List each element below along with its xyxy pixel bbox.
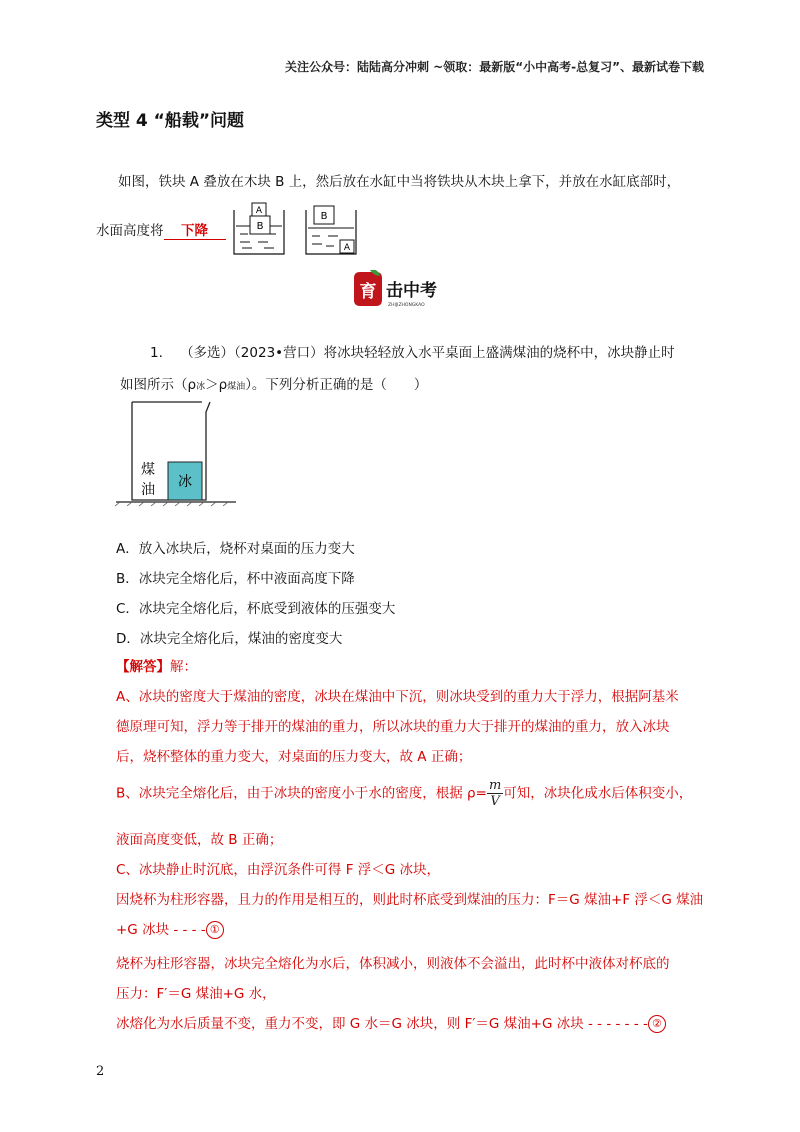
label-b-2: B — [320, 211, 328, 222]
liquid-label-2: 油 — [141, 482, 155, 498]
solution-c-3: +G 冰块 - - - - ① — [116, 918, 224, 939]
density-fraction: $\frac{m}{V}$ — [488, 778, 502, 809]
label-a-2: A — [343, 243, 351, 253]
solution-b-2: 液面高度变低，故 B 正确； — [116, 832, 283, 848]
intro-line-2 — [96, 219, 226, 240]
question-stem: （多选）（2023•营口）将冰块轻轻放入水平桌面上盛满煤油的烧杯中，冰块静止时 — [180, 345, 675, 361]
question-line-1 — [150, 341, 675, 361]
solution-c-4: 烧杯为柱形容器，冰块完全熔化为水后，体积减小，则液体不会溢出，此时杯中液体对杯底的 — [116, 956, 670, 972]
ice-label: 冰 — [178, 474, 192, 490]
marker-2: ② — [648, 1015, 666, 1033]
option-c: C．冰块完全熔化后，杯底受到液体的压强变大 — [116, 601, 396, 617]
intro-line-1: 如图，铁块 A 叠放在木块 B 上，然后放在水缸中当将铁块从木块上拿下，并放在水缸底部时， — [118, 174, 681, 190]
tank-figure — [232, 200, 362, 256]
beaker-figure — [112, 398, 242, 506]
liquid-label-1: 煤 — [141, 462, 155, 478]
page-header: 关注公众号：陆陆高分冲刺 ~领取：最新版“小中高考-总复习”、最新试卷下载 — [285, 60, 704, 74]
logo-char: 育 — [359, 282, 377, 302]
solution-heading: 【解答】解： — [116, 659, 197, 675]
logo-name: 击中考 — [386, 281, 437, 301]
solution-a-2: 德原理可知，浮力等于排开的煤油的重力，所以冰块的重力大于排开的煤油的重力，放入冰块 — [116, 719, 670, 735]
fill-answer: 下降 — [164, 219, 226, 240]
solution-a-1: A、冰块的密度大于煤油的密度，冰块在煤油中下沉，则冰块受到的重力大于浮力，根据阿基米 — [116, 689, 679, 705]
solution-c-6: 冰熔化为水后质量不变，重力不变，即 G 水＝G 冰块，则 F′＝G 煤油+G 冰块 - - - - - - - ② — [116, 1012, 666, 1033]
label-a-1: A — [255, 206, 263, 216]
solution-c-2: 因烧杯为柱形容器，且力的作用是相互的，则此时杯底受到煤油的压力：F＝G 煤油+F 浮＜G 煤油 — [116, 892, 704, 908]
option-a: A．放入冰块后，烧杯对桌面的压力变大 — [116, 541, 355, 557]
question-line-2: 如图所示（ρ冰＞ρ煤油）。下列分析正确的是（ ） — [120, 377, 428, 393]
question-number: 1. — [150, 345, 163, 361]
option-d: D．冰块完全熔化后，煤油的密度变大 — [116, 631, 343, 647]
page-number: 2 — [96, 1064, 105, 1079]
intro-prefix: 水面高度将 — [96, 223, 164, 239]
marker-1: ① — [206, 921, 224, 939]
label-b-1: B — [256, 221, 264, 232]
solution-c-1: C、冰块静止时沉底，由浮沉条件可得 F 浮＜G 冰块， — [116, 862, 441, 878]
solution-a-3: 后，烧杯整体的重力变大，对桌面的压力变大，故 A 正确； — [116, 749, 472, 765]
logo-sub: ZHIJIZHONGKAO — [388, 303, 425, 308]
solution-c-5: 压力：F′＝G 煤油+G 水， — [116, 986, 276, 1002]
section-title: 类型 4 “船载”问题 — [96, 111, 245, 131]
option-b: B．冰块完全熔化后，杯中液面高度下降 — [116, 571, 355, 587]
brand-logo — [350, 270, 450, 314]
solution-b-1: B、冰块完全熔化后，由于冰块的密度小于水的密度，根据 ρ= $\frac{m}{V}$ 可知，冰块化成水后体积变小， — [116, 778, 693, 809]
